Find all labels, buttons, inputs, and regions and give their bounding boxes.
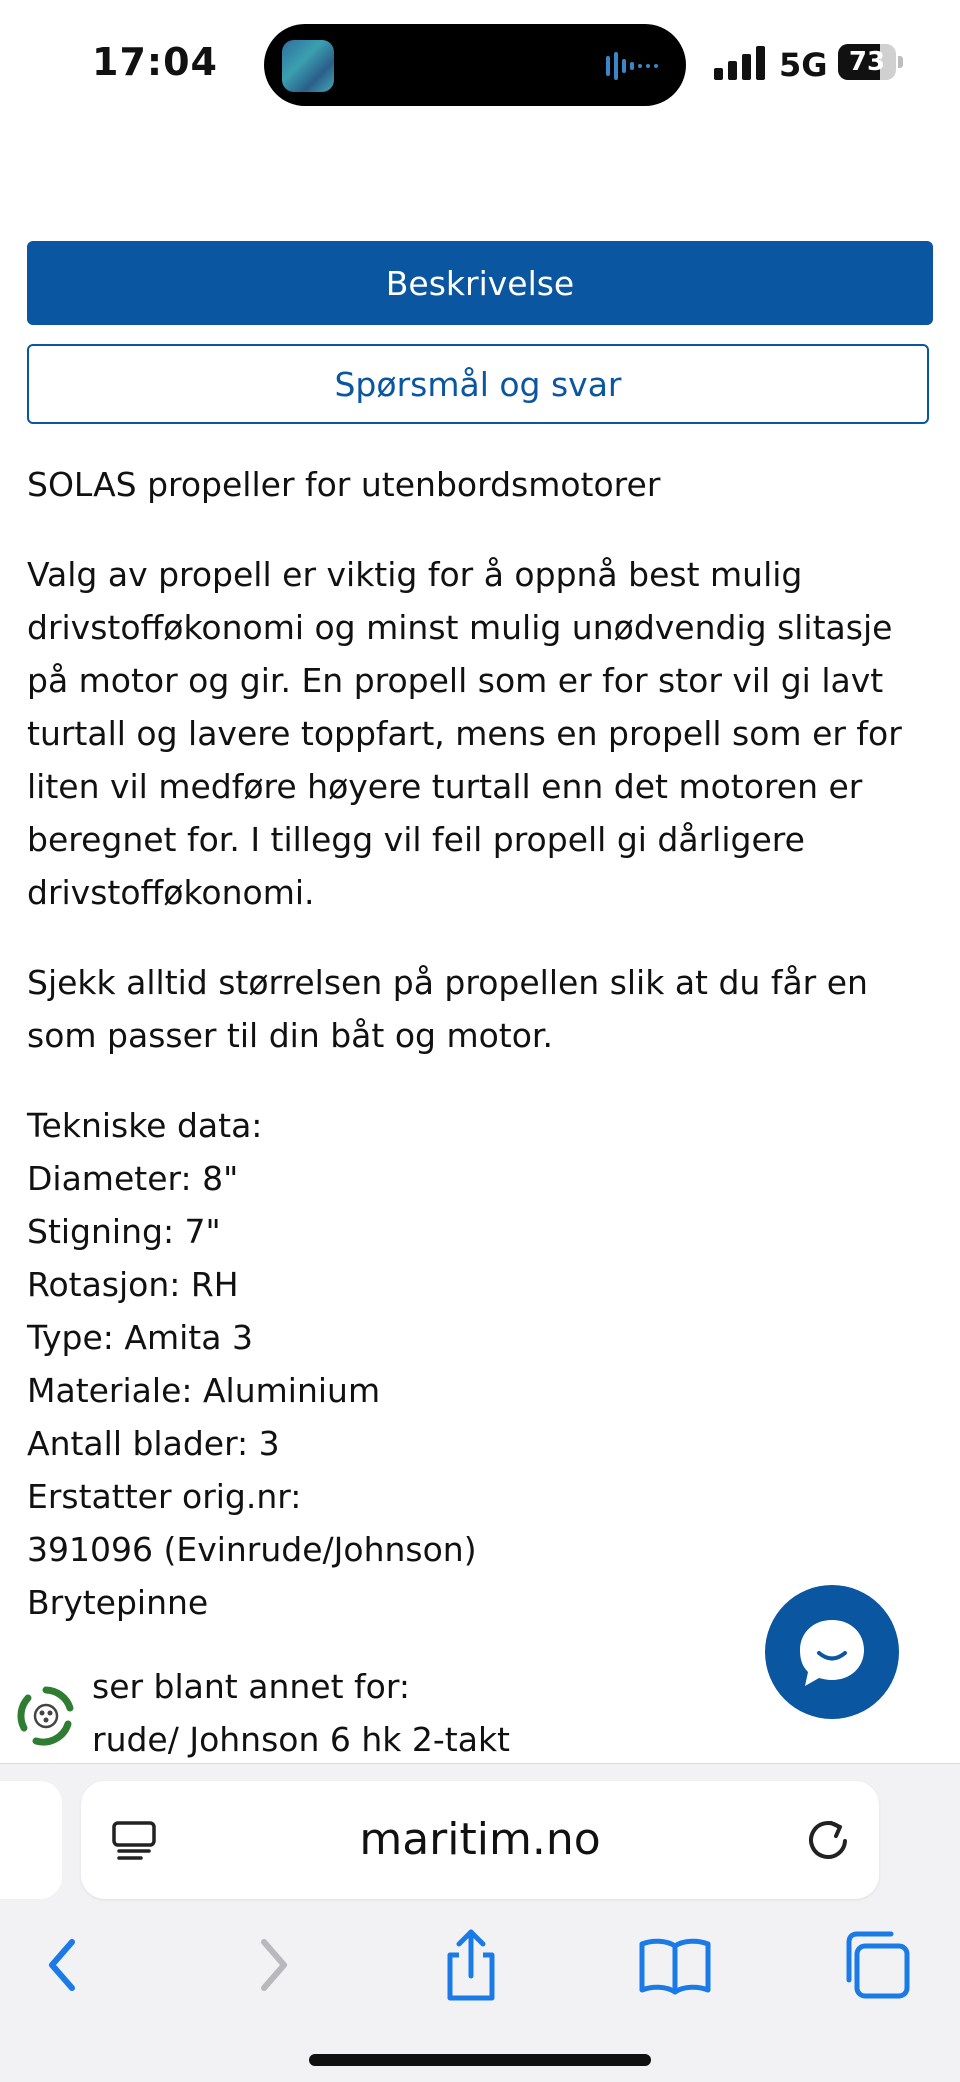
chat-bubble-icon — [792, 1612, 872, 1692]
product-description — [27, 458, 933, 1629]
description-paragraph-1: Valg av propell er viktig for å oppnå best mulig drivstofføkonomi og minst mulig unødvendig slitasje på motor og gir. En propell som er for stor vil gi lavt turtall og lavere toppfart, mens en propell som er for liten vil medføre høyere turtall enn det motoren er beregnet for. I tillegg vil feil propell gi dårligere drivstofføkonomi. — [27, 555, 902, 912]
url-display[interactable]: maritim.no — [359, 1814, 601, 1865]
tab-description[interactable]: Beskrivelse — [27, 241, 933, 325]
book-icon[interactable] — [632, 1922, 718, 2008]
spec-line: Type: Amita 3 — [27, 1318, 253, 1357]
spec-line: Erstatter orig.nr: — [27, 1477, 302, 1516]
now-playing-artwork — [282, 40, 334, 92]
spec-line: Rotasjon: RH — [27, 1265, 239, 1304]
spec-line: Stigning: 7" — [27, 1212, 221, 1251]
battery-percent: 73 — [848, 47, 886, 77]
spec-line: Diameter: 8" — [27, 1159, 239, 1198]
chevron-right-icon[interactable] — [230, 1922, 316, 2008]
dynamic-island[interactable] — [264, 24, 686, 106]
home-indicator[interactable] — [309, 2054, 651, 2066]
spec-line: Tekniske data: — [27, 1106, 263, 1145]
tabs-icon[interactable] — [833, 1922, 919, 2008]
network-type: 5G — [779, 46, 828, 84]
technical-specs — [27, 1099, 933, 1629]
spec-line: 391096 (Evinrude/Johnson) — [27, 1530, 477, 1569]
spec-line: Brytepinne — [27, 1583, 209, 1622]
tab-questions-answers[interactable]: Spørsmål og svar — [27, 344, 929, 424]
reload-icon[interactable] — [805, 1817, 851, 1863]
reader-mode-icon[interactable] — [111, 1820, 157, 1860]
chat-button[interactable] — [765, 1585, 899, 1719]
fits-heading: ser blant annet for: — [92, 1667, 410, 1706]
browser-chrome — [0, 1763, 960, 2082]
address-bar[interactable] — [81, 1781, 879, 1899]
spec-line: Antall blader: 3 — [27, 1424, 280, 1463]
share-icon[interactable] — [428, 1922, 514, 2008]
chevron-left-icon[interactable] — [20, 1922, 106, 2008]
description-heading: SOLAS propeller for utenbordsmotorer — [27, 465, 661, 504]
recycle-badge-icon[interactable] — [14, 1684, 78, 1748]
status-bar — [0, 0, 960, 130]
fits-model: rude/ Johnson 6 hk 2-takt — [92, 1720, 510, 1759]
previous-tab-peek[interactable] — [0, 1781, 62, 1899]
cellular-signal-icon — [714, 46, 766, 80]
compatibility-text — [92, 1660, 612, 1760]
audio-wave-icon — [604, 50, 660, 82]
description-paragraph-2: Sjekk alltid størrelsen på propellen slik at du får en som passer til din båt og motor. — [27, 963, 868, 1055]
clock: 17:04 — [92, 40, 218, 84]
battery-icon — [838, 44, 896, 80]
browser-toolbar — [0, 1914, 960, 2024]
spec-line: Materiale: Aluminium — [27, 1371, 381, 1410]
battery-tip — [898, 56, 903, 68]
